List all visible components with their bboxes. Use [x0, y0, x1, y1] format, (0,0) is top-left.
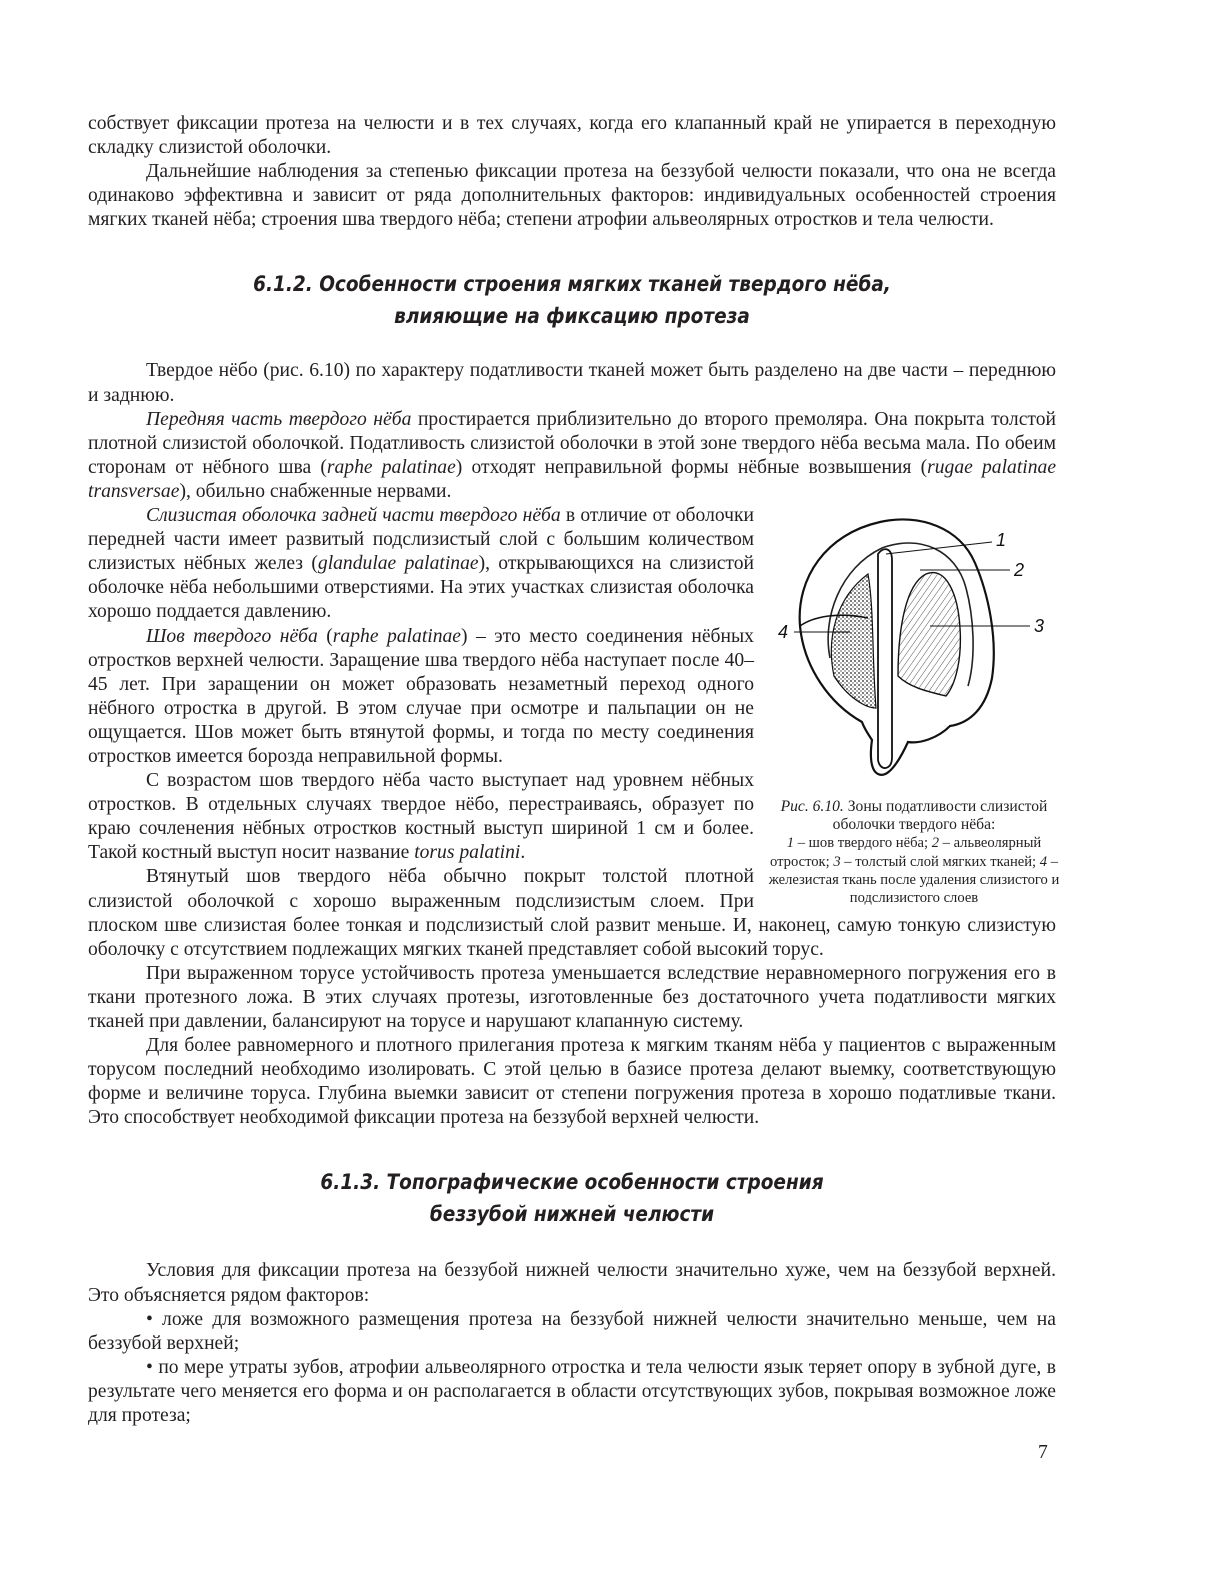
latin-term: torus palatini: [414, 842, 521, 864]
paragraph: Условия для фиксации протеза на беззубой нижней челюсти значительно хуже, чем на беззубой верхней. Это объясняется рядом факторов:: [88, 1260, 1056, 1306]
figure-label-1: 1: [996, 530, 1007, 551]
bullet-item: • по мере утраты зубов, атрофии альвеолярного отростка и тела челюсти язык теряет опору в зубной дуге, в результате чего меняется его форма и он располагается в области отсутствующих зубов, покрывая возможное ложе для протеза;: [88, 1356, 1056, 1427]
caption-num: 1: [786, 835, 795, 852]
paragraph: Втянутый шов твердого нёба обычно покрыт толстой плотной слизистой оболочкой с хорошо выраженным подслизистым слоем. При плоском шве слизистая более тонкая и подслизистый слой развит меньше. И, наконец, самую тонкую слизистую оболочку с отсутствием подлежащих мягких тканей представляет собой высокий торус.: [88, 866, 1056, 960]
caption-num: 2: [931, 835, 939, 852]
caption-num: 3: [833, 853, 841, 870]
caption-ref: Рис. 6.10.: [780, 798, 844, 816]
paragraph: собствует фиксации протеза на челюсти и в тех случаях, когда его клапанный край не упирается в переходную складку слизистой оболочки.: [88, 113, 1056, 159]
term-italic: Шов твердого нёба: [146, 625, 318, 647]
heading-line: беззубой нижней челюсти: [429, 1202, 715, 1228]
paragraph: Твердое нёбо (рис. 6.10) по характеру податливости тканей может быть разделено на две части – переднюю и заднюю.: [88, 360, 1056, 406]
text-run: простирается приблизительно до второго премоляра. Она покрыта толстой плотной слизистой оболочкой. Податливость слизистой оболочки в этой зоне твердого нёба весьма мала. По обеим сторонам от нёбного шва (: [88, 408, 1056, 478]
heading-line: 6.1.2. Особенности строения мягких тканей твердого нёба,: [253, 272, 891, 298]
latin-term: raphe palatinae: [326, 456, 456, 478]
heading-line: влияющие на фиксацию протеза: [394, 304, 750, 330]
text-run: в отличие от оболочки передней части имеет развитый подслизистый слой с большим количеством слизистых нёбных желез (: [88, 505, 754, 575]
caption-text: – толстый слой мягких тканей;: [840, 853, 1040, 870]
figure-6-10: [764, 508, 1064, 907]
caption-text: – шов твердого нёба;: [794, 835, 932, 852]
heading-line: 6.1.3. Топографические особенности строения: [320, 1170, 824, 1196]
term-italic: Слизистая оболочка задней части твердого нёба: [146, 505, 561, 527]
text-run: ) отходят неправильной формы нёбные возвышения (: [455, 456, 928, 478]
section-heading-6-1-2: [156, 269, 988, 333]
caption-text: – железистая ткань после удаления слизистого и подслизистого слоев: [768, 853, 1060, 907]
paragraph: Для более равномерного и плотного прилегания протеза к мягким тканям нёба у пациентов с выраженным торусом последний необходимо изолировать. С этой целью в базисе протеза делают выемку, соответствующую форме и величине торуса. Глубина выемки зависит от степени погружения протеза в хорошо податливые ткани. Это способствует необходимой фиксации протеза на беззубой верхней челюсти.: [88, 1035, 1056, 1129]
paragraph: При выраженном торусе устойчивость протеза уменьшается вследствие неравномерного погружения его в ткани протезного ложа. В этих случаях протезы, изготовленные без достаточного учета податливости мягких тканей при давлении, балансируют на торусе и нарушают клапанную систему.: [88, 962, 1056, 1032]
term-italic: Передняя часть твердого нёба: [146, 408, 412, 430]
page-number: 7: [1038, 1442, 1048, 1463]
page-body: [88, 112, 1060, 1428]
paragraph: [88, 408, 1056, 504]
figure-label-2: 2: [1014, 560, 1025, 581]
caption-title: Зоны податливости слизистой оболочки твердого нёба:: [832, 798, 1048, 834]
latin-term: glandulae palatinae: [317, 553, 479, 575]
text-run: ), открывающихся на слизистой оболочке нёба небольшими отверстиями. На этих участках слизистая оболочка хорошо поддается давлению.: [88, 553, 754, 623]
caption-num: 4: [1039, 853, 1048, 870]
text-run: (: [317, 625, 333, 647]
text-run: С возрастом шов твердого нёба часто выступает над уровнем нёбных отростков. В отдельных случаях твердое нёбо, перестраиваясь, образует по краю сочленения нёбных отростков костный выступ шириной 1 см и более. Такой костный выступ носит название: [88, 770, 754, 864]
paragraph: Дальнейшие наблюдения за степенью фиксации протеза на беззубой челюсти показали, что она не всегда одинаково эффективна и зависит от ряда дополнительных факторов: индивидуальных особенностей строения мягких тканей нёба; строения шва твердого нёба; степени атрофии альвеолярных отростков и тела челюсти.: [88, 161, 1056, 231]
section-heading-6-1-3: [156, 1167, 988, 1231]
bullet-item: • ложе для возможного размещения протеза на беззубой нижней челюсти значительно меньше, чем на беззубой верхней;: [88, 1308, 1056, 1354]
figure-label-3: 3: [1034, 616, 1045, 637]
text-run: ), обильно снабженные нервами.: [179, 480, 452, 502]
figure-caption: [764, 798, 1064, 907]
caption-text: – альвеолярный отросток;: [769, 835, 1042, 870]
palate-illustration: [770, 508, 1060, 792]
palatal-suture: [878, 549, 892, 768]
text-run: .: [520, 842, 526, 864]
text-run: ) – это место соединения нёбных отростков верхней челюсти. Заращение шва твердого нёба наступает после 40–45 лет. При заращении он может образовать незаметный переход одного нёбного отростка в другой. В этом случае при осмотре и пальпации он не ощущается. Шов может быть втянутой формы, и тогда по месту соединения отростков имеется борозда неправильной формы.: [88, 625, 754, 767]
latin-term: raphe palatinae: [332, 625, 461, 647]
latin-term: rugae palatinae transversae: [88, 456, 1057, 502]
figure-label-4: 4: [778, 622, 789, 643]
